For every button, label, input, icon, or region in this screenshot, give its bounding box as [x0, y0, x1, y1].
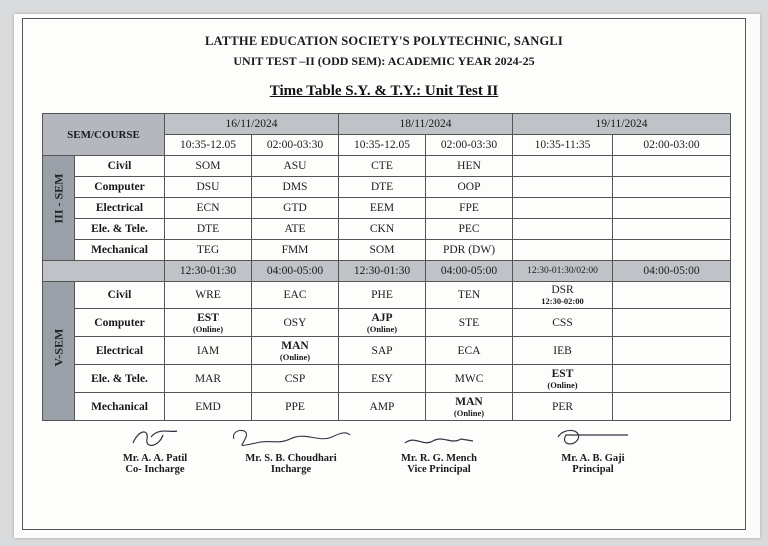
subject-cell: DSU — [165, 177, 252, 198]
subject-cell: AJP (Online) — [339, 309, 426, 337]
subject-cell: IAM — [165, 337, 252, 365]
subject-cell: WRE — [165, 282, 252, 309]
subject-cell — [613, 393, 731, 421]
subject-cell: ATE — [252, 219, 339, 240]
signature-mark — [125, 425, 185, 451]
subject-cell: OSY — [252, 309, 339, 337]
time-slot: 10:35-12.05 — [165, 135, 252, 156]
institute-name: LATTHE EDUCATION SOCIETY'S POLYTECHNIC, SANGLI — [204, 34, 563, 48]
subject-cell: CSS — [513, 309, 613, 337]
signatory-name: Mr. R. G. Mench — [400, 453, 478, 464]
subject-cell: EST (Online) — [513, 365, 613, 393]
course-name: Electrical — [75, 337, 165, 365]
subject-cell: PHE — [339, 282, 426, 309]
time-slot: 04:00-05:00 — [613, 261, 731, 282]
subject-cell — [613, 282, 731, 309]
date-header: 19/11/2024 — [513, 114, 731, 135]
subject-cell: TEG — [165, 240, 252, 261]
subject-cell: PPE — [252, 393, 339, 421]
subject-cell — [513, 219, 613, 240]
sem5-slot-row — [43, 261, 731, 282]
subject-cell: ECN — [165, 198, 252, 219]
subject-cell — [613, 156, 731, 177]
subject-cell: DTE — [339, 177, 426, 198]
subject-cell: EAC — [252, 282, 339, 309]
table-row — [43, 156, 731, 177]
course-name: Electrical — [75, 198, 165, 219]
table-row — [43, 198, 731, 219]
subject-cell — [613, 309, 731, 337]
subject-cell — [613, 240, 731, 261]
slot-row-spacer — [43, 261, 165, 282]
subject-cell: CKN — [339, 219, 426, 240]
exam-title: UNIT TEST –II (ODD SEM): ACADEMIC YEAR 2024-25 — [233, 54, 535, 68]
time-slot: 04:00-05:00 — [426, 261, 513, 282]
subject-cell — [613, 365, 731, 393]
subject-cell: DMS — [252, 177, 339, 198]
course-name: Computer — [75, 309, 165, 337]
time-slot: 12:30-01:30 — [339, 261, 426, 282]
time-slot: 12:30-01:30/02:00 — [513, 261, 613, 282]
signatory-role: Incharge — [270, 464, 312, 475]
subject-cell: SOM — [165, 156, 252, 177]
subject-cell: IEB — [513, 337, 613, 365]
signature-mark — [548, 425, 638, 451]
subject-note: (Online) — [453, 407, 485, 418]
time-slot: 02:00-03:00 — [613, 135, 731, 156]
signatory — [364, 425, 514, 475]
subject-note: (Online) — [366, 323, 398, 334]
signature-mark — [399, 425, 479, 451]
signatory-name: Mr. A. A. Patil — [122, 453, 188, 464]
course-name: Ele. & Tele. — [75, 365, 165, 393]
course-name: Mechanical — [75, 393, 165, 421]
course-name: Mechanical — [75, 240, 165, 261]
signature-block — [0, 425, 768, 495]
subject-cell — [613, 219, 731, 240]
signatory — [80, 425, 230, 475]
sem5-label: V-SEM — [43, 282, 75, 421]
subject-cell: PEC — [426, 219, 513, 240]
date-header-row — [43, 114, 731, 135]
table-row — [43, 240, 731, 261]
timetable — [42, 113, 731, 421]
signatory-name: Mr. S. B. Choudhari — [245, 453, 337, 464]
signatory-role: Vice Principal — [407, 464, 471, 475]
time-slot: 04:00-05:00 — [252, 261, 339, 282]
subject-cell: ESY — [339, 365, 426, 393]
subject-cell — [513, 156, 613, 177]
subject-cell: MAN (Online) — [252, 337, 339, 365]
subject-cell — [613, 337, 731, 365]
time-slot: 02:00-03:30 — [426, 135, 513, 156]
subject-cell: MWC — [426, 365, 513, 393]
subject-cell: SOM — [339, 240, 426, 261]
subject-cell — [613, 198, 731, 219]
sem3-label: III - SEM — [43, 156, 75, 261]
course-name: Civil — [75, 282, 165, 309]
subject-cell: DTE — [165, 219, 252, 240]
table-row — [43, 219, 731, 240]
subject-note: (Online) — [547, 379, 578, 390]
table-row — [43, 282, 731, 309]
signatory — [518, 425, 668, 475]
subject-cell: OOP — [426, 177, 513, 198]
subject-cell: GTD — [252, 198, 339, 219]
signatory — [216, 425, 366, 475]
subject-cell: MAR — [165, 365, 252, 393]
subject-cell: PER — [513, 393, 613, 421]
subject-cell: CTE — [339, 156, 426, 177]
time-slot: 12:30-01:30 — [165, 261, 252, 282]
subject-cell: DSR 12:30-02:00 — [513, 282, 613, 309]
subject-note: (Online) — [279, 351, 311, 362]
sem-course-header: SEM/COURSE — [43, 114, 165, 156]
subject-cell — [513, 198, 613, 219]
subject-cell: EMD — [165, 393, 252, 421]
subject-cell: FMM — [252, 240, 339, 261]
course-name: Computer — [75, 177, 165, 198]
table-row — [43, 309, 731, 337]
subject-note: 12:30-02:00 — [541, 296, 584, 306]
subject-cell: EEM — [339, 198, 426, 219]
signatory-name: Mr. A. B. Gaji — [561, 453, 625, 464]
subject-cell — [613, 177, 731, 198]
subject-cell: FPE — [426, 198, 513, 219]
subject-cell: CSP — [252, 365, 339, 393]
subject-cell: AMP — [339, 393, 426, 421]
table-row — [43, 177, 731, 198]
table-row — [43, 393, 731, 421]
date-header: 18/11/2024 — [339, 114, 513, 135]
course-name: Civil — [75, 156, 165, 177]
subject-cell: TEN — [426, 282, 513, 309]
subject-cell: HEN — [426, 156, 513, 177]
table-row — [43, 337, 731, 365]
timetable-title: Time Table S.Y. & T.Y.: Unit Test II — [269, 83, 499, 99]
subject-cell: EST (Online) — [165, 309, 252, 337]
subject-cell: MAN (Online) — [426, 393, 513, 421]
time-slot: 10:35-12.05 — [339, 135, 426, 156]
subject-cell: ASU — [252, 156, 339, 177]
signatory-role: Co- Incharge — [125, 464, 185, 475]
subject-cell: STE — [426, 309, 513, 337]
signatory-role: Principal — [572, 464, 614, 475]
subject-cell: PDR (DW) — [426, 240, 513, 261]
table-row — [43, 365, 731, 393]
time-slot: 02:00-03:30 — [252, 135, 339, 156]
subject-note: (Online) — [192, 323, 224, 334]
date-header: 16/11/2024 — [165, 114, 339, 135]
subject-cell — [513, 177, 613, 198]
course-name: Ele. & Tele. — [75, 219, 165, 240]
subject-cell: SAP — [339, 337, 426, 365]
signature-mark — [226, 425, 356, 451]
time-slot: 10:35-11:35 — [513, 135, 613, 156]
subject-cell — [513, 240, 613, 261]
subject-cell: ECA — [426, 337, 513, 365]
